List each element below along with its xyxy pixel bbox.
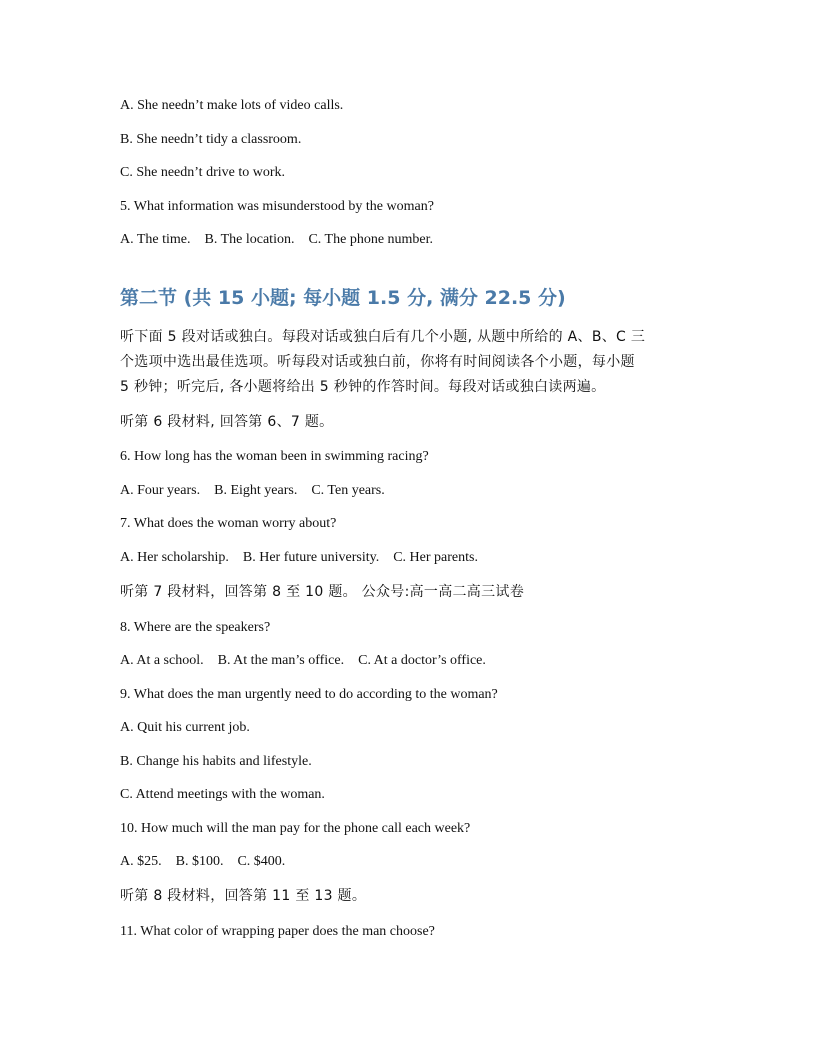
passage6-intro: 听第 6 段材料, 回答第 6、7 题。 bbox=[120, 414, 334, 430]
q7-option-a: A. Her scholarship. bbox=[120, 550, 229, 565]
q5-option-b: B. The location. bbox=[204, 232, 295, 247]
q8-option-b: B. At the man’s office. bbox=[217, 653, 345, 668]
q8-question: 8. Where are the speakers? bbox=[120, 620, 271, 635]
q5-option-a: A. The time. bbox=[120, 232, 191, 247]
q9-option-b: B. Change his habits and lifestyle. bbox=[120, 754, 312, 769]
q8-option-c: C. At a doctor’s office. bbox=[358, 653, 486, 668]
section2-instructions-line-2: 个选项中选出最佳选项。听每段对话或独白前，你将有时间阅读各个小题，每小题 bbox=[120, 354, 635, 370]
q4-option-c: C. She needn’t drive to work. bbox=[120, 165, 285, 180]
q7-option-b: B. Her future university. bbox=[242, 550, 380, 565]
section2-instructions-line-1: 听下面 5 段对话或独白。每段对话或独白后有几个小题, 从题中所给的 A、B、C 三 bbox=[120, 329, 646, 345]
q8-option-a: A. At a school. bbox=[120, 653, 204, 668]
q5-question: 5. What information was misunderstood by the woman? bbox=[120, 199, 434, 214]
q4-option-b: B. She needn’t tidy a classroom. bbox=[120, 132, 302, 147]
q6-option-b: B. Eight years. bbox=[214, 483, 298, 498]
q10-option-b: B. $100. bbox=[175, 854, 224, 869]
q7-options bbox=[120, 549, 478, 567]
q11-question: 11. What color of wrapping paper does the man choose? bbox=[120, 924, 435, 939]
q6-options bbox=[120, 482, 385, 500]
q6-question: 6. How long has the woman been in swimming racing? bbox=[120, 449, 429, 464]
q9-option-a: A. Quit his current job. bbox=[120, 720, 250, 735]
q9-question: 9. What does the man urgently need to do according to the woman? bbox=[120, 687, 498, 702]
q8-options bbox=[120, 652, 486, 670]
q10-option-a: A. $25. bbox=[120, 854, 162, 869]
q5-option-c: C. The phone number. bbox=[308, 232, 434, 247]
passage7-intro: 听第 7 段材料，回答第 8 至 10 题。 公众号:高一高二高三试卷 bbox=[120, 584, 524, 600]
q10-question: 10. How much will the man pay for the phone call each week? bbox=[120, 821, 471, 836]
q5-options bbox=[120, 231, 433, 249]
q6-option-a: A. Four years. bbox=[120, 483, 201, 498]
section2-instructions-line-3: 5 秒钟；听完后, 各小题将给出 5 秒钟的作答时间。每段对话或独白读两遍。 bbox=[120, 379, 606, 395]
q9-option-c: C. Attend meetings with the woman. bbox=[120, 787, 325, 802]
q7-option-c: C. Her parents. bbox=[393, 550, 478, 565]
q6-option-c: C. Ten years. bbox=[311, 483, 385, 498]
passage8-intro: 听第 8 段材料，回答第 11 至 13 题。 bbox=[120, 888, 367, 904]
q10-option-c: C. $400. bbox=[237, 854, 286, 869]
q7-question: 7. What does the woman worry about? bbox=[120, 516, 337, 531]
q4-option-a: A. She needn’t make lots of video calls. bbox=[120, 98, 344, 113]
section2-heading: 第二节 (共 15 小题; 每小题 1.5 分, 满分 22.5 分) bbox=[120, 287, 566, 309]
q10-options bbox=[120, 853, 285, 871]
